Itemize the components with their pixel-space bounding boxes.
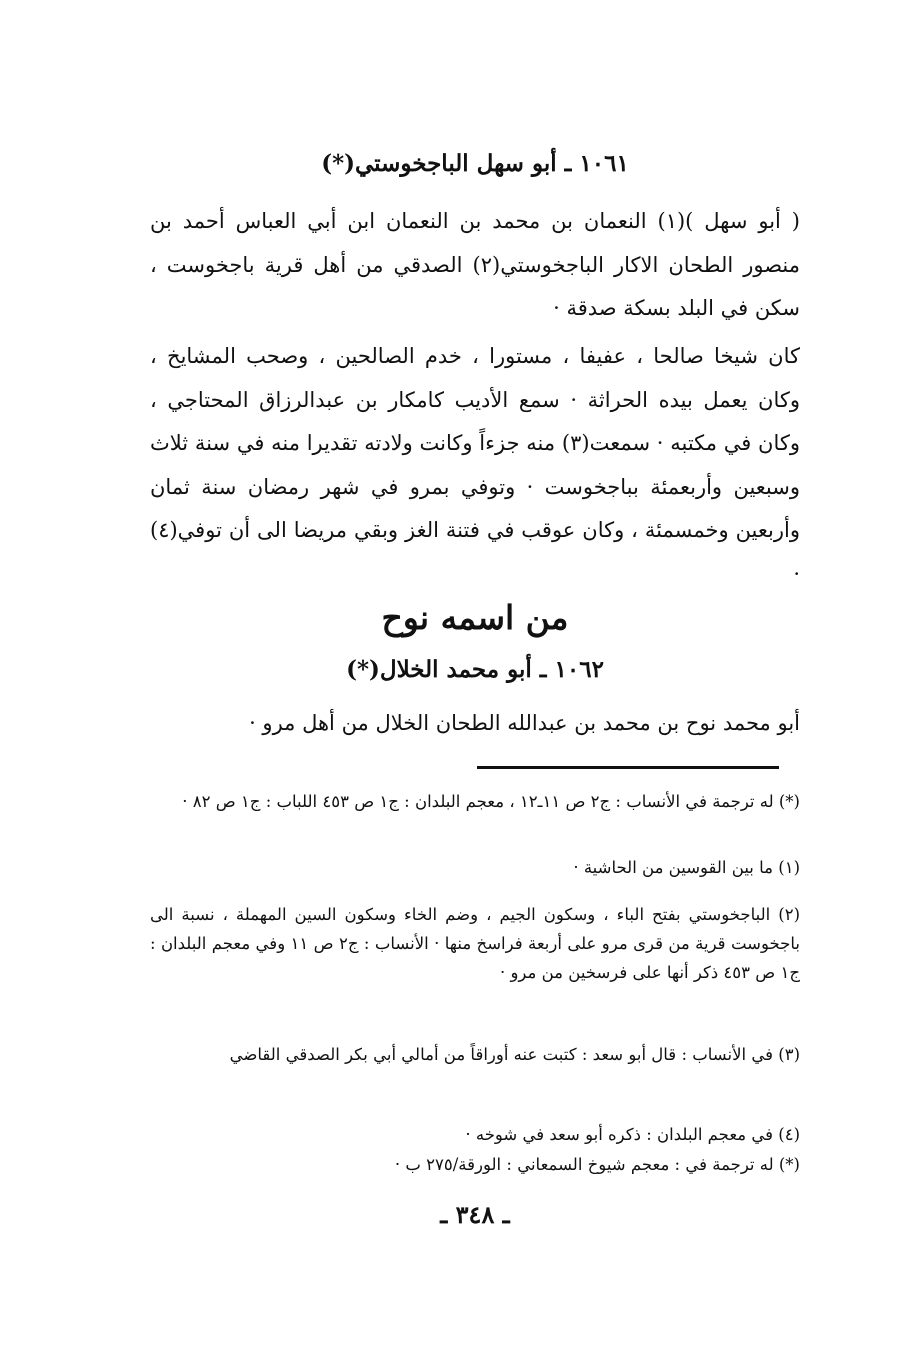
footnote-2: (٢) الباجخوستي بفتح الباء ، وسكون الجيم ، وضم الخاء وسكون السين المهملة ، نسبة الى باجخوست قرية من قرى مرو على أربعة فراسخ منها · الأنساب : ج٢ ص ١١ وفي معجم البلدان : ج١ ص ٤٥٣ ذكر أنها على فرسخين من مرو · — [150, 905, 800, 982]
footnote-4: (٤) في معجم البلدان : ذكره أبو سعد في شوخه · — [465, 1125, 800, 1144]
footnote-divider — [477, 766, 779, 769]
footnote-3: (٣) في الأنساب : قال أبو سعد : كتبت عنه أوراقاً من أمالي أبي بكر الصدقي القاضي — [229, 1045, 800, 1064]
entry-1062-heading: ١٠٦٢ ـ أبو محمد الخلال(*) — [346, 656, 604, 683]
footnote-star-2: (*) له ترجمة في : معجم شيوخ السمعاني : الورقة/٢٧٥ ب · — [394, 1155, 800, 1174]
entry-1062-paragraph-1: أبو محمد نوح بن محمد بن عبدالله الطحان الخلال من أهل مرو · — [249, 711, 800, 735]
entry-1061-paragraph-1: ( أبو سهل )(١) النعمان بن محمد بن النعمان ابن أبي العباس أحمد بن منصور الطحان الاكار الباجخوستي(٢) الصدقي من أهل قرية باجخوست ، سكن في البلد بسكة صدقة · — [150, 209, 801, 320]
footnote-star-1: (*) له ترجمة في الأنساب : ج٢ ص ١١ـ١٢ ، معجم البلدان : ج١ ص ٤٥٣ اللباب : ج١ ص ٨٢ · — [182, 792, 800, 811]
entry-1061-heading: ١٠٦١ ـ أبو سهل الباجخوستي(*) — [321, 150, 629, 177]
entry-1061-paragraph-2: كان شيخا صالحا ، عفيفا ، مستورا ، خدم الصالحين ، وصحب المشايخ ، وكان يعمل بيده الحراثة · سمع الأديب كامكار بن عبدالرزاق المحتاجي ، وكان في مكتبه · سمعت(٣) منه جزءاً وكانت ولادته تقديرا منه في سنة ثلاث وسبعين وأربعمئة بباجخوست · وتوفي بمرو في شهر رمضان سنة ثمان وأربعين وخمسمئة ، وكان عوقب في فتنة الغز وبقي مريضا الى أن توفي(٤) · — [150, 344, 800, 586]
footnote-1: (١) ما بين القوسين من الحاشية · — [573, 858, 800, 877]
section-title: من اسمه نوح — [381, 598, 569, 637]
page-number: ـ ٣٤٨ ـ — [440, 1200, 510, 1229]
